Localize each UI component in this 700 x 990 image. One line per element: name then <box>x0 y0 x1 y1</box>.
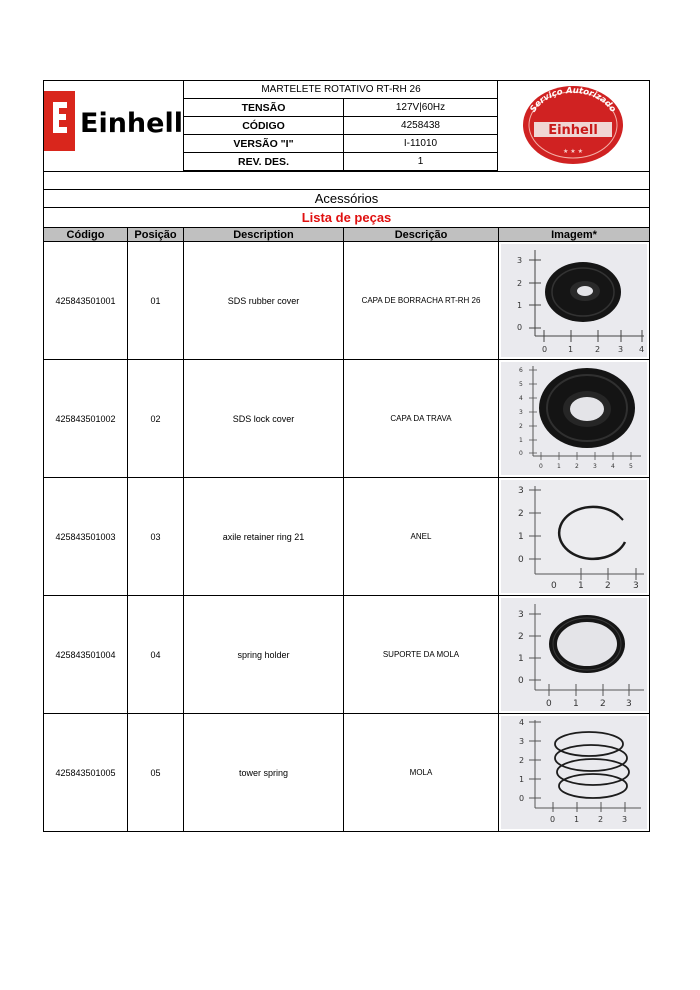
part-position: 05 <box>150 767 161 778</box>
svg-text:3: 3 <box>519 409 523 416</box>
svg-text:2: 2 <box>598 815 604 824</box>
svg-text:0: 0 <box>518 676 524 686</box>
voltage-label: TENSÃO <box>184 99 343 117</box>
part-code: 425843501002 <box>55 413 116 424</box>
svg-text:5: 5 <box>629 463 633 470</box>
revision-label: REV. DES. <box>184 153 343 171</box>
spring-holder-photo <box>499 596 649 713</box>
header-divider <box>343 99 344 171</box>
svg-text:0: 0 <box>519 450 523 457</box>
part-description-pt: SUPORTE DA MOLA <box>382 650 460 659</box>
section-title: Acessórios <box>43 190 650 208</box>
svg-text:2: 2 <box>605 581 611 591</box>
svg-text:3: 3 <box>518 486 524 496</box>
part-position: 03 <box>150 531 161 542</box>
code-label: CÓDIGO <box>184 117 343 135</box>
svg-text:2: 2 <box>518 509 524 519</box>
part-description-en: spring holder <box>237 649 290 660</box>
svg-text:0: 0 <box>539 463 543 470</box>
svg-text:0: 0 <box>542 345 548 354</box>
svg-text:1: 1 <box>518 654 524 664</box>
part-position: 02 <box>150 413 161 424</box>
column-header-image: Imagem* <box>499 228 649 241</box>
svg-text:6: 6 <box>519 367 523 374</box>
svg-text:★ ★ ★: ★ ★ ★ <box>563 148 583 155</box>
svg-text:3: 3 <box>622 815 628 824</box>
version-label: VERSÃO "I" <box>184 135 343 153</box>
lock-cover-photo-icon <box>501 362 647 475</box>
svg-text:2: 2 <box>517 279 523 288</box>
svg-text:Einhell: Einhell <box>80 108 183 139</box>
spring-holder-photo-icon <box>501 598 647 711</box>
svg-text:0: 0 <box>551 581 557 591</box>
voltage-value: 127V|60Hz <box>343 99 498 117</box>
part-description-pt: CAPA DE BORRACHA RT-RH 26 <box>361 296 481 305</box>
svg-text:2: 2 <box>519 423 523 430</box>
part-code: 425843501005 <box>55 767 116 778</box>
code-value: 4258438 <box>343 117 498 135</box>
svg-text:3: 3 <box>518 610 524 620</box>
product-title: MARTELETE ROTATIVO RT-RH 26 <box>184 80 498 99</box>
rubber-cover-photo-icon <box>501 244 647 357</box>
column-header-code: Código <box>44 228 127 241</box>
svg-text:1: 1 <box>568 345 574 354</box>
svg-text:3: 3 <box>519 737 525 746</box>
svg-text:1: 1 <box>557 463 561 470</box>
svg-text:1: 1 <box>519 775 525 784</box>
part-description-pt: MOLA <box>409 768 433 777</box>
einhell-logo <box>43 80 184 171</box>
svg-text:0: 0 <box>546 699 552 709</box>
svg-text:1: 1 <box>517 301 523 310</box>
part-description-en: SDS rubber cover <box>227 295 300 306</box>
svg-text:0: 0 <box>517 323 523 332</box>
rubber-cover-photo <box>499 242 649 359</box>
svg-text:4: 4 <box>519 718 525 727</box>
einhell-logo-icon <box>43 80 183 171</box>
svg-text:2: 2 <box>600 699 606 709</box>
svg-text:1: 1 <box>519 437 523 444</box>
part-position: 01 <box>150 295 161 306</box>
tower-spring-photo-icon <box>501 716 647 829</box>
column-header-description-pt: Descrição <box>344 228 498 241</box>
svg-text:0: 0 <box>519 794 525 803</box>
column-header-description-en: Description <box>184 228 343 241</box>
part-position: 04 <box>150 649 161 660</box>
part-description-en: tower spring <box>238 767 289 778</box>
svg-text:4: 4 <box>611 463 615 470</box>
svg-text:2: 2 <box>518 632 524 642</box>
svg-text:2: 2 <box>519 756 525 765</box>
svg-text:4: 4 <box>519 395 523 402</box>
svg-text:1: 1 <box>573 699 579 709</box>
version-value: I-11010 <box>343 135 498 153</box>
retainer-ring-photo <box>499 478 649 595</box>
part-description-pt: CAPA DA TRAVA <box>390 414 452 423</box>
svg-text:2: 2 <box>575 463 579 470</box>
lock-cover-photo <box>499 360 649 477</box>
subtitle: Lista de peças <box>301 210 392 225</box>
authorized-service-badge-icon <box>498 81 649 170</box>
svg-text:3: 3 <box>517 256 523 265</box>
svg-text:3: 3 <box>626 699 632 709</box>
svg-text:1: 1 <box>578 581 584 591</box>
svg-text:4: 4 <box>639 345 645 354</box>
svg-text:3: 3 <box>593 463 597 470</box>
svg-text:1: 1 <box>518 532 524 542</box>
part-description-pt: ANEL <box>410 532 432 541</box>
svg-text:Serviço Autorizado: Serviço Autorizado <box>528 85 618 115</box>
revision-value: 1 <box>343 153 498 171</box>
part-code: 425843501004 <box>55 649 116 660</box>
column-header-position: Posição <box>128 228 183 241</box>
svg-text:2: 2 <box>595 345 601 354</box>
retainer-ring-photo-icon <box>501 480 647 593</box>
svg-text:0: 0 <box>550 815 556 824</box>
svg-text:Einhell: Einhell <box>548 123 598 138</box>
part-code: 425843501003 <box>55 531 116 542</box>
svg-text:0: 0 <box>518 555 524 565</box>
part-code: 425843501001 <box>55 295 116 306</box>
part-description-en: SDS lock cover <box>232 413 295 424</box>
tower-spring-photo <box>499 714 649 831</box>
svg-text:5: 5 <box>519 381 523 388</box>
svg-text:1: 1 <box>574 815 580 824</box>
svg-text:3: 3 <box>618 345 624 354</box>
divider <box>43 171 650 172</box>
service-badge <box>498 81 649 170</box>
part-description-en: axile retainer ring 21 <box>222 531 305 542</box>
svg-text:3: 3 <box>633 581 639 591</box>
